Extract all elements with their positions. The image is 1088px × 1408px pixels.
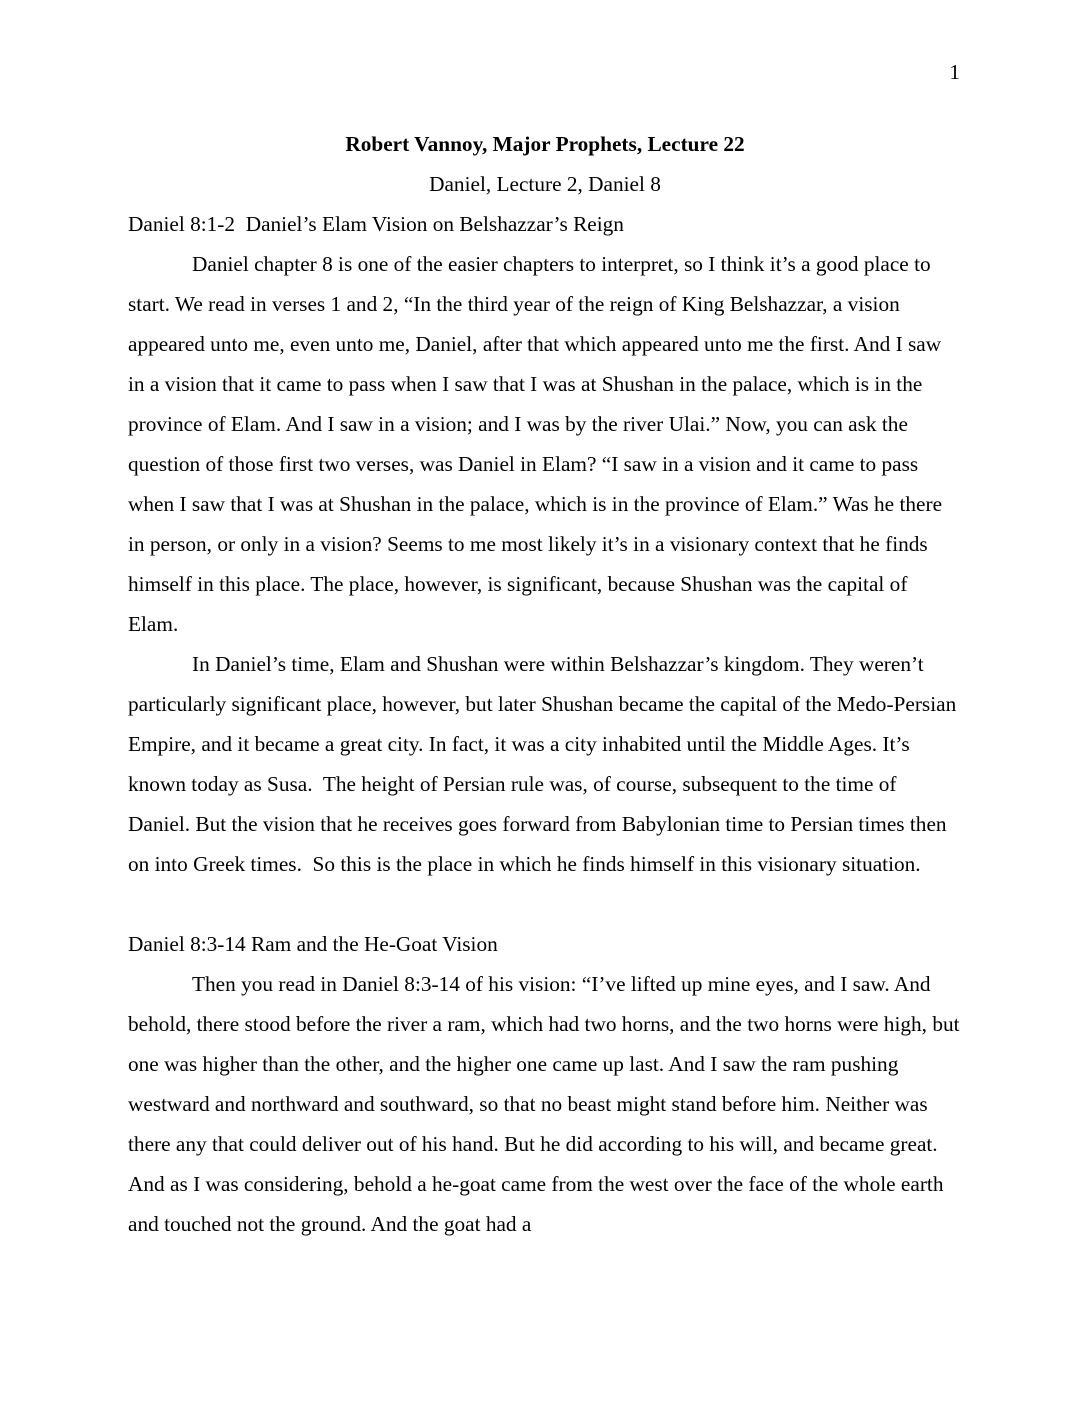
section-heading-daniel-8-1-2: Daniel 8:1-2 Daniel’s Elam Vision on Belshazzar’s Reign — [128, 212, 624, 236]
document-title: Robert Vannoy, Major Prophets, Lecture 22 — [345, 132, 745, 156]
blank-line — [128, 884, 962, 924]
paragraph: Then you read in Daniel 8:3-14 of his vision: “I’ve lifted up mine eyes, and I saw. And behold, there stood before the river a ram, which had two horns, and the two horns were high, but one was higher than the other, and the higher one came up last. And I saw the ram pushing westward and northward and southward, so that no beast might stand before him. Neither was there any that could deliver out of his hand. But he did according to his will, and became great. And as I was considering, behold a he-goat came from the west over the face of the whole earth and touched not the ground. And the goat had a — [128, 972, 965, 1236]
section-heading-daniel-8-3-14: Daniel 8:3-14 Ram and the He-Goat Vision — [128, 932, 498, 956]
paragraph: In Daniel’s time, Elam and Shushan were within Belshazzar’s kingdom. They weren’t particularly significant place, however, but later Shushan became the capital of the Medo-Persian Empire, and it became a great city. In fact, it was a city inhabited until the Middle Ages. It’s known today as Susa. The height of Persian rule was, of course, subsequent to the time of Daniel. But the vision that he receives goes forward from Babylonian time to Persian times then on into Greek times. So this is the place in which he finds himself in this visionary situation. — [128, 652, 962, 876]
paragraph: Daniel chapter 8 is one of the easier chapters to interpret, so I think it’s a good place to start. We read in verses 1 and 2, “In the third year of the reign of King Belshazzar, a vision appeared unto me, even unto me, Daniel, after that which appeared unto me the first. And I saw in a vision that it came to pass when I saw that I was at Shushan in the palace, which is in the province of Elam. And I saw in a vision; and I was by the river Ulai.” Now, you can ask the question of those first two verses, was Daniel in Elam? “I saw in a vision and it came to pass when I saw that I was at Shushan in the palace, which is in the province of Elam.” Was he there in person, or only in a vision? Seems to me most likely it’s in a visionary context that he finds himself in this place. The place, however, is significant, because Shushan was the capital of Elam. — [128, 252, 948, 636]
page-number: 1 — [949, 60, 960, 84]
document-content — [128, 124, 965, 1244]
document-subtitle: Daniel, Lecture 2, Daniel 8 — [429, 172, 661, 196]
